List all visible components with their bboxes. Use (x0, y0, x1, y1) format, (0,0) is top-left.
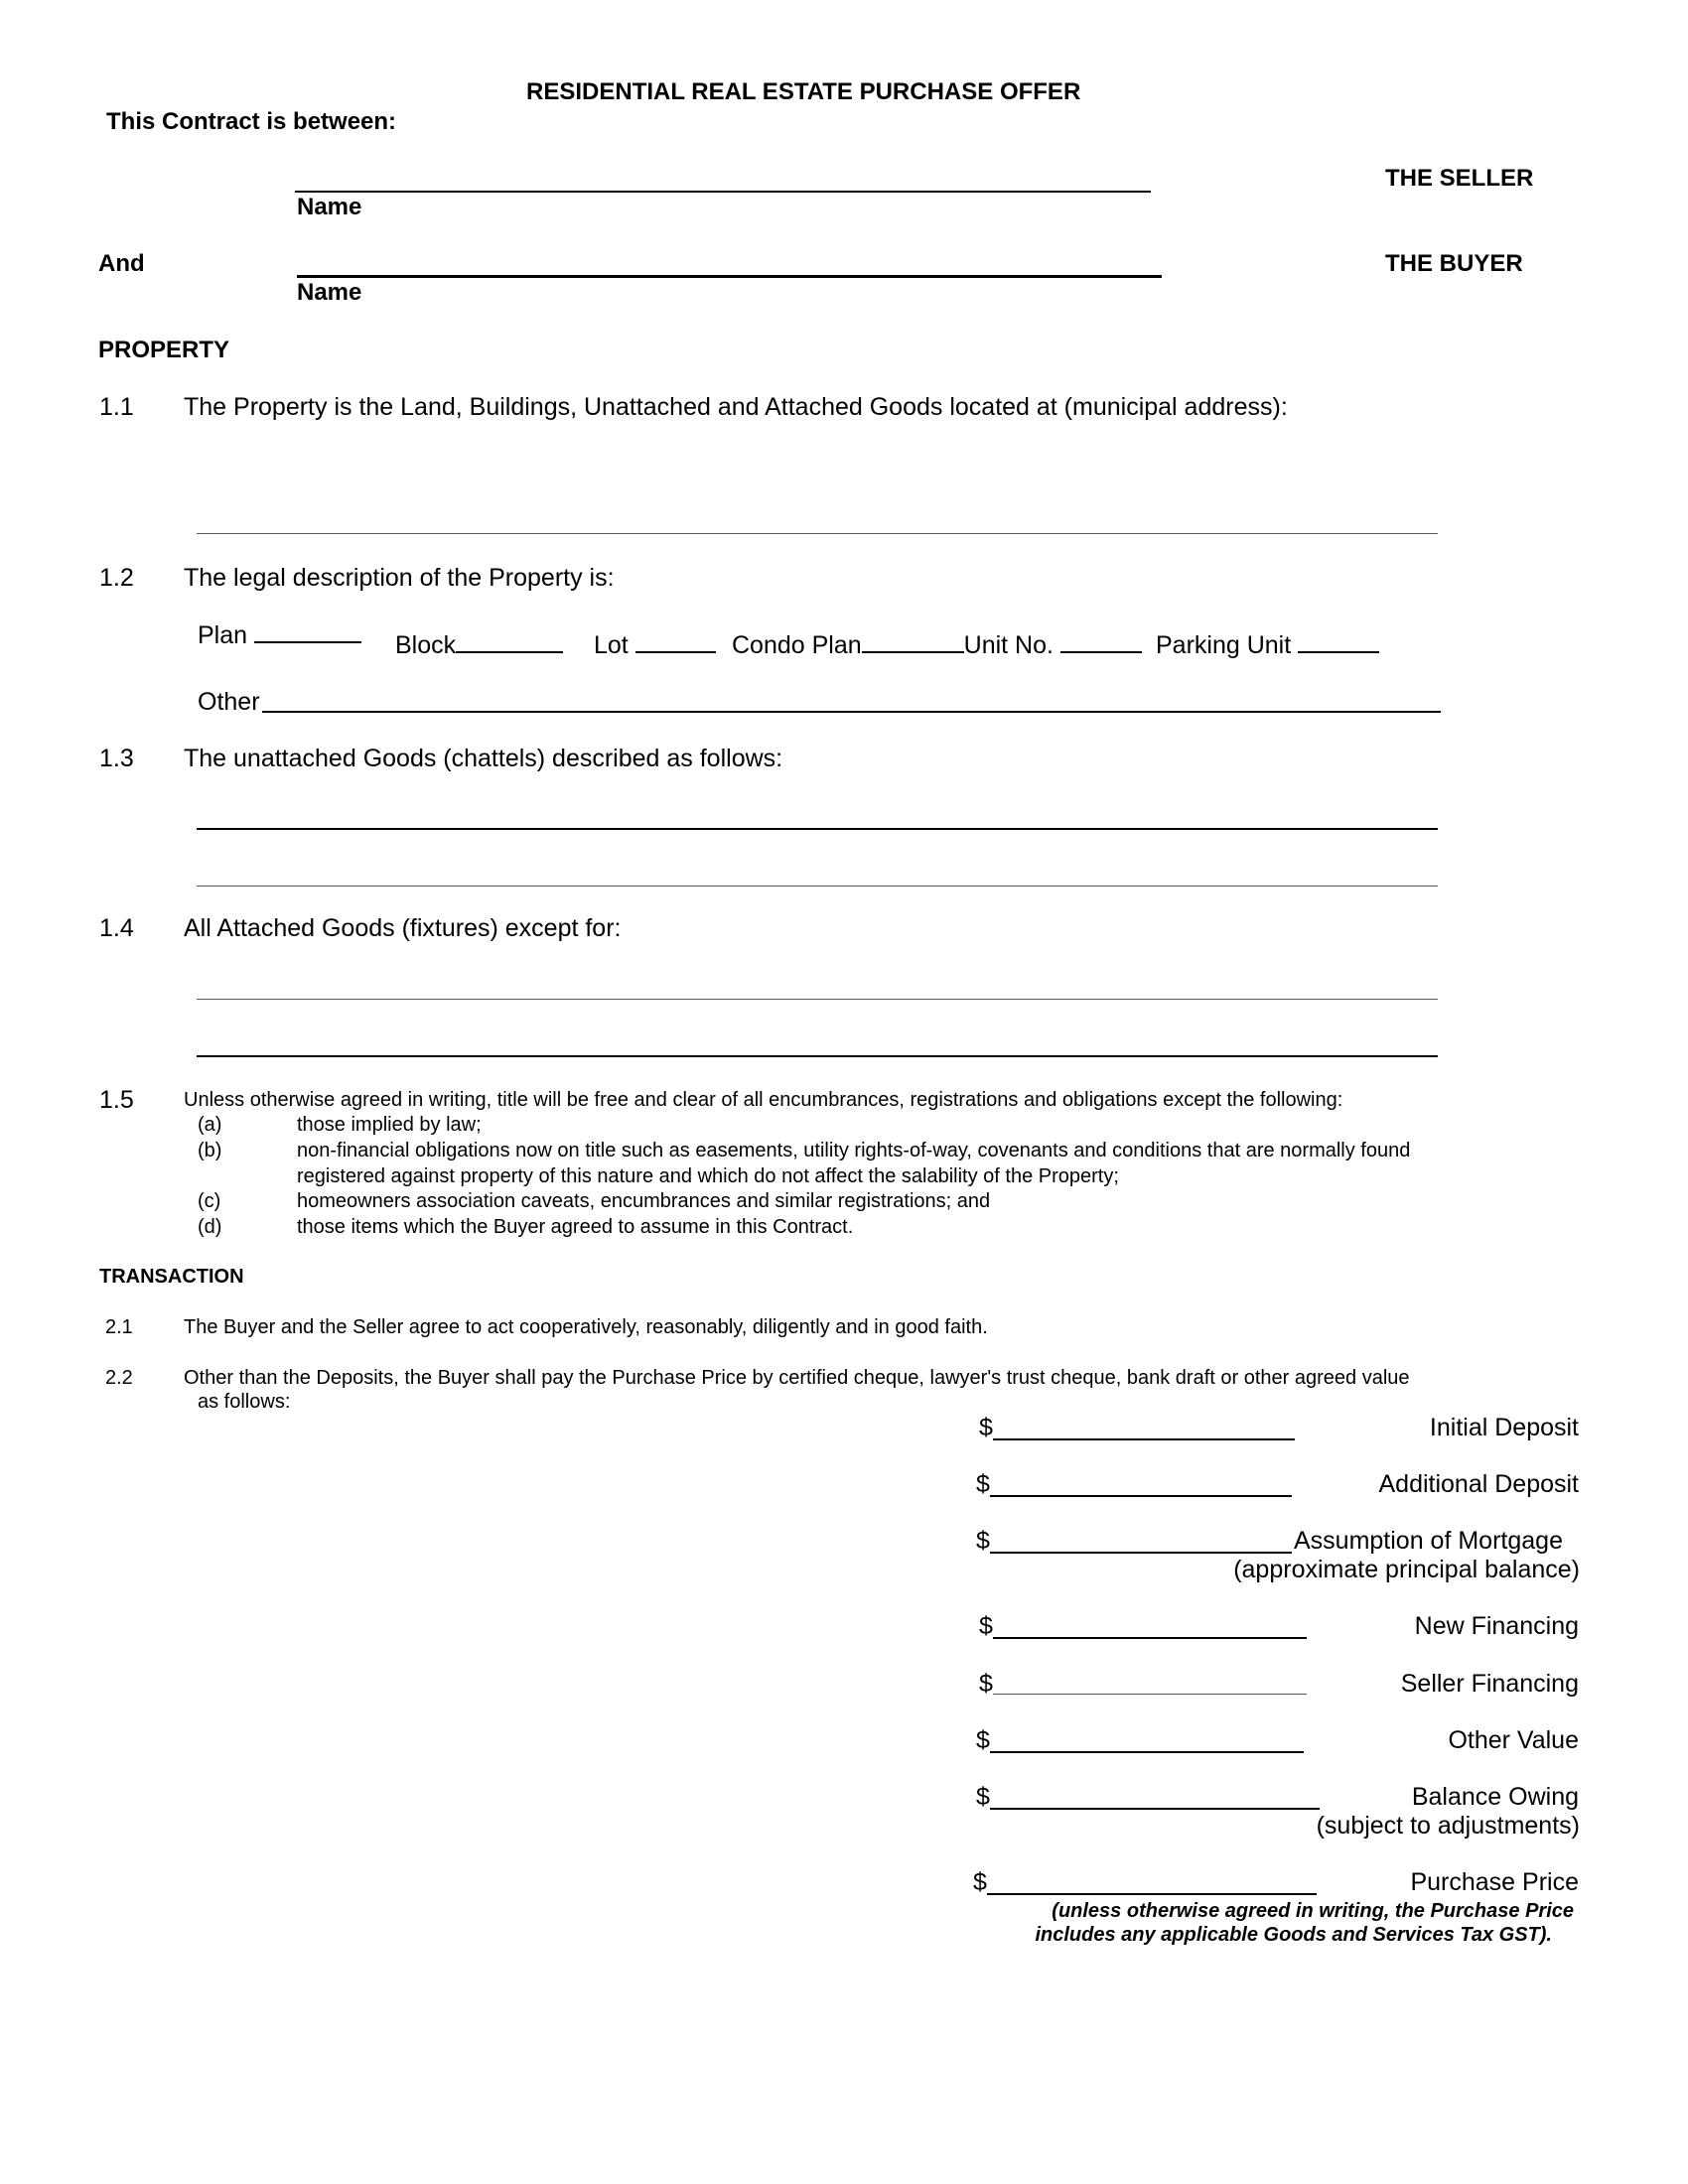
buyer-name-label: Name (297, 279, 362, 306)
address-line[interactable] (197, 533, 1438, 534)
buyer-name-line[interactable] (297, 275, 1162, 278)
and-label: And (98, 250, 145, 277)
item-c-text: homeowners association caveats, encumbrances and similar registrations; and (297, 1190, 991, 1212)
other-value-currency: $ (976, 1726, 990, 1754)
mortgage-label: Assumption of Mortgage (1294, 1527, 1563, 1555)
fixtures-line-1[interactable] (197, 999, 1438, 1000)
additional-deposit-currency: $ (976, 1470, 990, 1498)
section-1-4-number: 1.4 (99, 914, 134, 942)
buyer-role: THE BUYER (1385, 250, 1523, 277)
section-2-2-text: Other than the Deposits, the Buyer shall pay the Purchase Price by certified cheque, lawyer's trust cheque, bank draft or other agreed value (184, 1367, 1410, 1389)
fixtures-line-2[interactable] (197, 1055, 1438, 1057)
plan-field[interactable] (254, 640, 361, 643)
parking-unit-label: Parking Unit (1156, 631, 1379, 660)
section-1-3-text: The unattached Goods (chattels) described as follows: (184, 745, 783, 772)
plan-label: Plan (198, 621, 361, 650)
balance-owing-currency: $ (976, 1783, 990, 1811)
chattels-line-2[interactable] (197, 886, 1438, 887)
mortgage-currency: $ (976, 1527, 990, 1555)
additional-deposit-field[interactable] (990, 1495, 1292, 1497)
item-c-label: (c) (198, 1190, 221, 1212)
new-financing-currency: $ (979, 1612, 993, 1640)
condo-plan-label: Condo Plan Unit No. (732, 631, 1142, 660)
transaction-heading: TRANSACTION (99, 1266, 244, 1288)
purchase-price-currency: $ (973, 1868, 987, 1896)
new-financing-field[interactable] (993, 1637, 1307, 1639)
lot-label: Lot (594, 631, 716, 660)
block-label: Block (395, 631, 563, 660)
gst-note-line-2: includes any applicable Goods and Services Tax GST). (1035, 1924, 1552, 1946)
purchase-price-label: Purchase Price (1410, 1868, 1579, 1896)
lot-field[interactable] (635, 650, 716, 653)
seller-financing-label: Seller Financing (1400, 1670, 1579, 1698)
seller-name-line[interactable] (295, 191, 1151, 193)
mortgage-field[interactable] (990, 1552, 1292, 1554)
chattels-line-1[interactable] (197, 828, 1438, 830)
unit-no-field[interactable] (1060, 650, 1142, 653)
seller-role: THE SELLER (1385, 165, 1534, 192)
item-d-label: (d) (198, 1216, 222, 1238)
seller-name-label: Name (297, 194, 362, 220)
balance-owing-field[interactable] (990, 1808, 1320, 1810)
intro-text: This Contract is between: (106, 108, 397, 135)
balance-owing-sublabel: (subject to adjustments) (1316, 1812, 1580, 1840)
item-b-label: (b) (198, 1140, 222, 1161)
seller-financing-field[interactable] (993, 1694, 1307, 1695)
block-field[interactable] (456, 650, 563, 653)
additional-deposit-label: Additional Deposit (1378, 1470, 1579, 1498)
condo-plan-field[interactable] (862, 650, 964, 653)
other-field[interactable] (262, 711, 1441, 713)
section-1-5-number: 1.5 (99, 1086, 134, 1114)
other-value-label: Other Value (1448, 1726, 1579, 1754)
other-label: Other (198, 688, 260, 716)
initial-deposit-field[interactable] (993, 1438, 1295, 1440)
item-a-label: (a) (198, 1114, 222, 1136)
initial-deposit-label: Initial Deposit (1429, 1414, 1579, 1441)
section-1-1-number: 1.1 (99, 393, 134, 421)
section-1-3-number: 1.3 (99, 745, 134, 772)
section-1-1-text: The Property is the Land, Buildings, Unattached and Attached Goods located at (municipal address): (184, 393, 1288, 421)
purchase-price-field[interactable] (987, 1893, 1317, 1895)
item-b-text: non-financial obligations now on title such as easements, utility rights-of-way, covenants and conditions that are normally found (297, 1140, 1411, 1161)
page-title: RESIDENTIAL REAL ESTATE PURCHASE OFFER (526, 78, 1081, 105)
section-1-4-text: All Attached Goods (fixtures) except for: (184, 914, 622, 942)
gst-note-line-1: (unless otherwise agreed in writing, the Purchase Price (1052, 1900, 1574, 1922)
section-2-2-number: 2.2 (105, 1367, 133, 1389)
section-2-2-text-cont: as follows: (198, 1391, 291, 1413)
section-1-2-number: 1.2 (99, 564, 134, 592)
section-2-1-text: The Buyer and the Seller agree to act cooperatively, reasonably, diligently and in good faith. (184, 1316, 988, 1338)
parking-unit-field[interactable] (1298, 650, 1379, 653)
initial-deposit-currency: $ (979, 1414, 993, 1441)
mortgage-sublabel: (approximate principal balance) (1233, 1556, 1580, 1583)
item-a-text: those implied by law; (297, 1114, 482, 1136)
new-financing-label: New Financing (1414, 1612, 1579, 1640)
section-1-2-text: The legal description of the Property is: (184, 564, 615, 592)
item-b-text-cont: registered against property of this nature and which do not affect the salability of the Property; (297, 1165, 1119, 1187)
balance-owing-label: Balance Owing (1411, 1783, 1579, 1811)
property-heading: PROPERTY (98, 337, 230, 363)
section-2-1-number: 2.1 (105, 1316, 133, 1338)
item-d-text: those items which the Buyer agreed to assume in this Contract. (297, 1216, 854, 1238)
other-value-field[interactable] (990, 1751, 1304, 1753)
seller-financing-currency: $ (979, 1670, 993, 1698)
section-1-5-text: Unless otherwise agreed in writing, title will be free and clear of all encumbrances, registrations and obligations except the following: (184, 1089, 1343, 1111)
